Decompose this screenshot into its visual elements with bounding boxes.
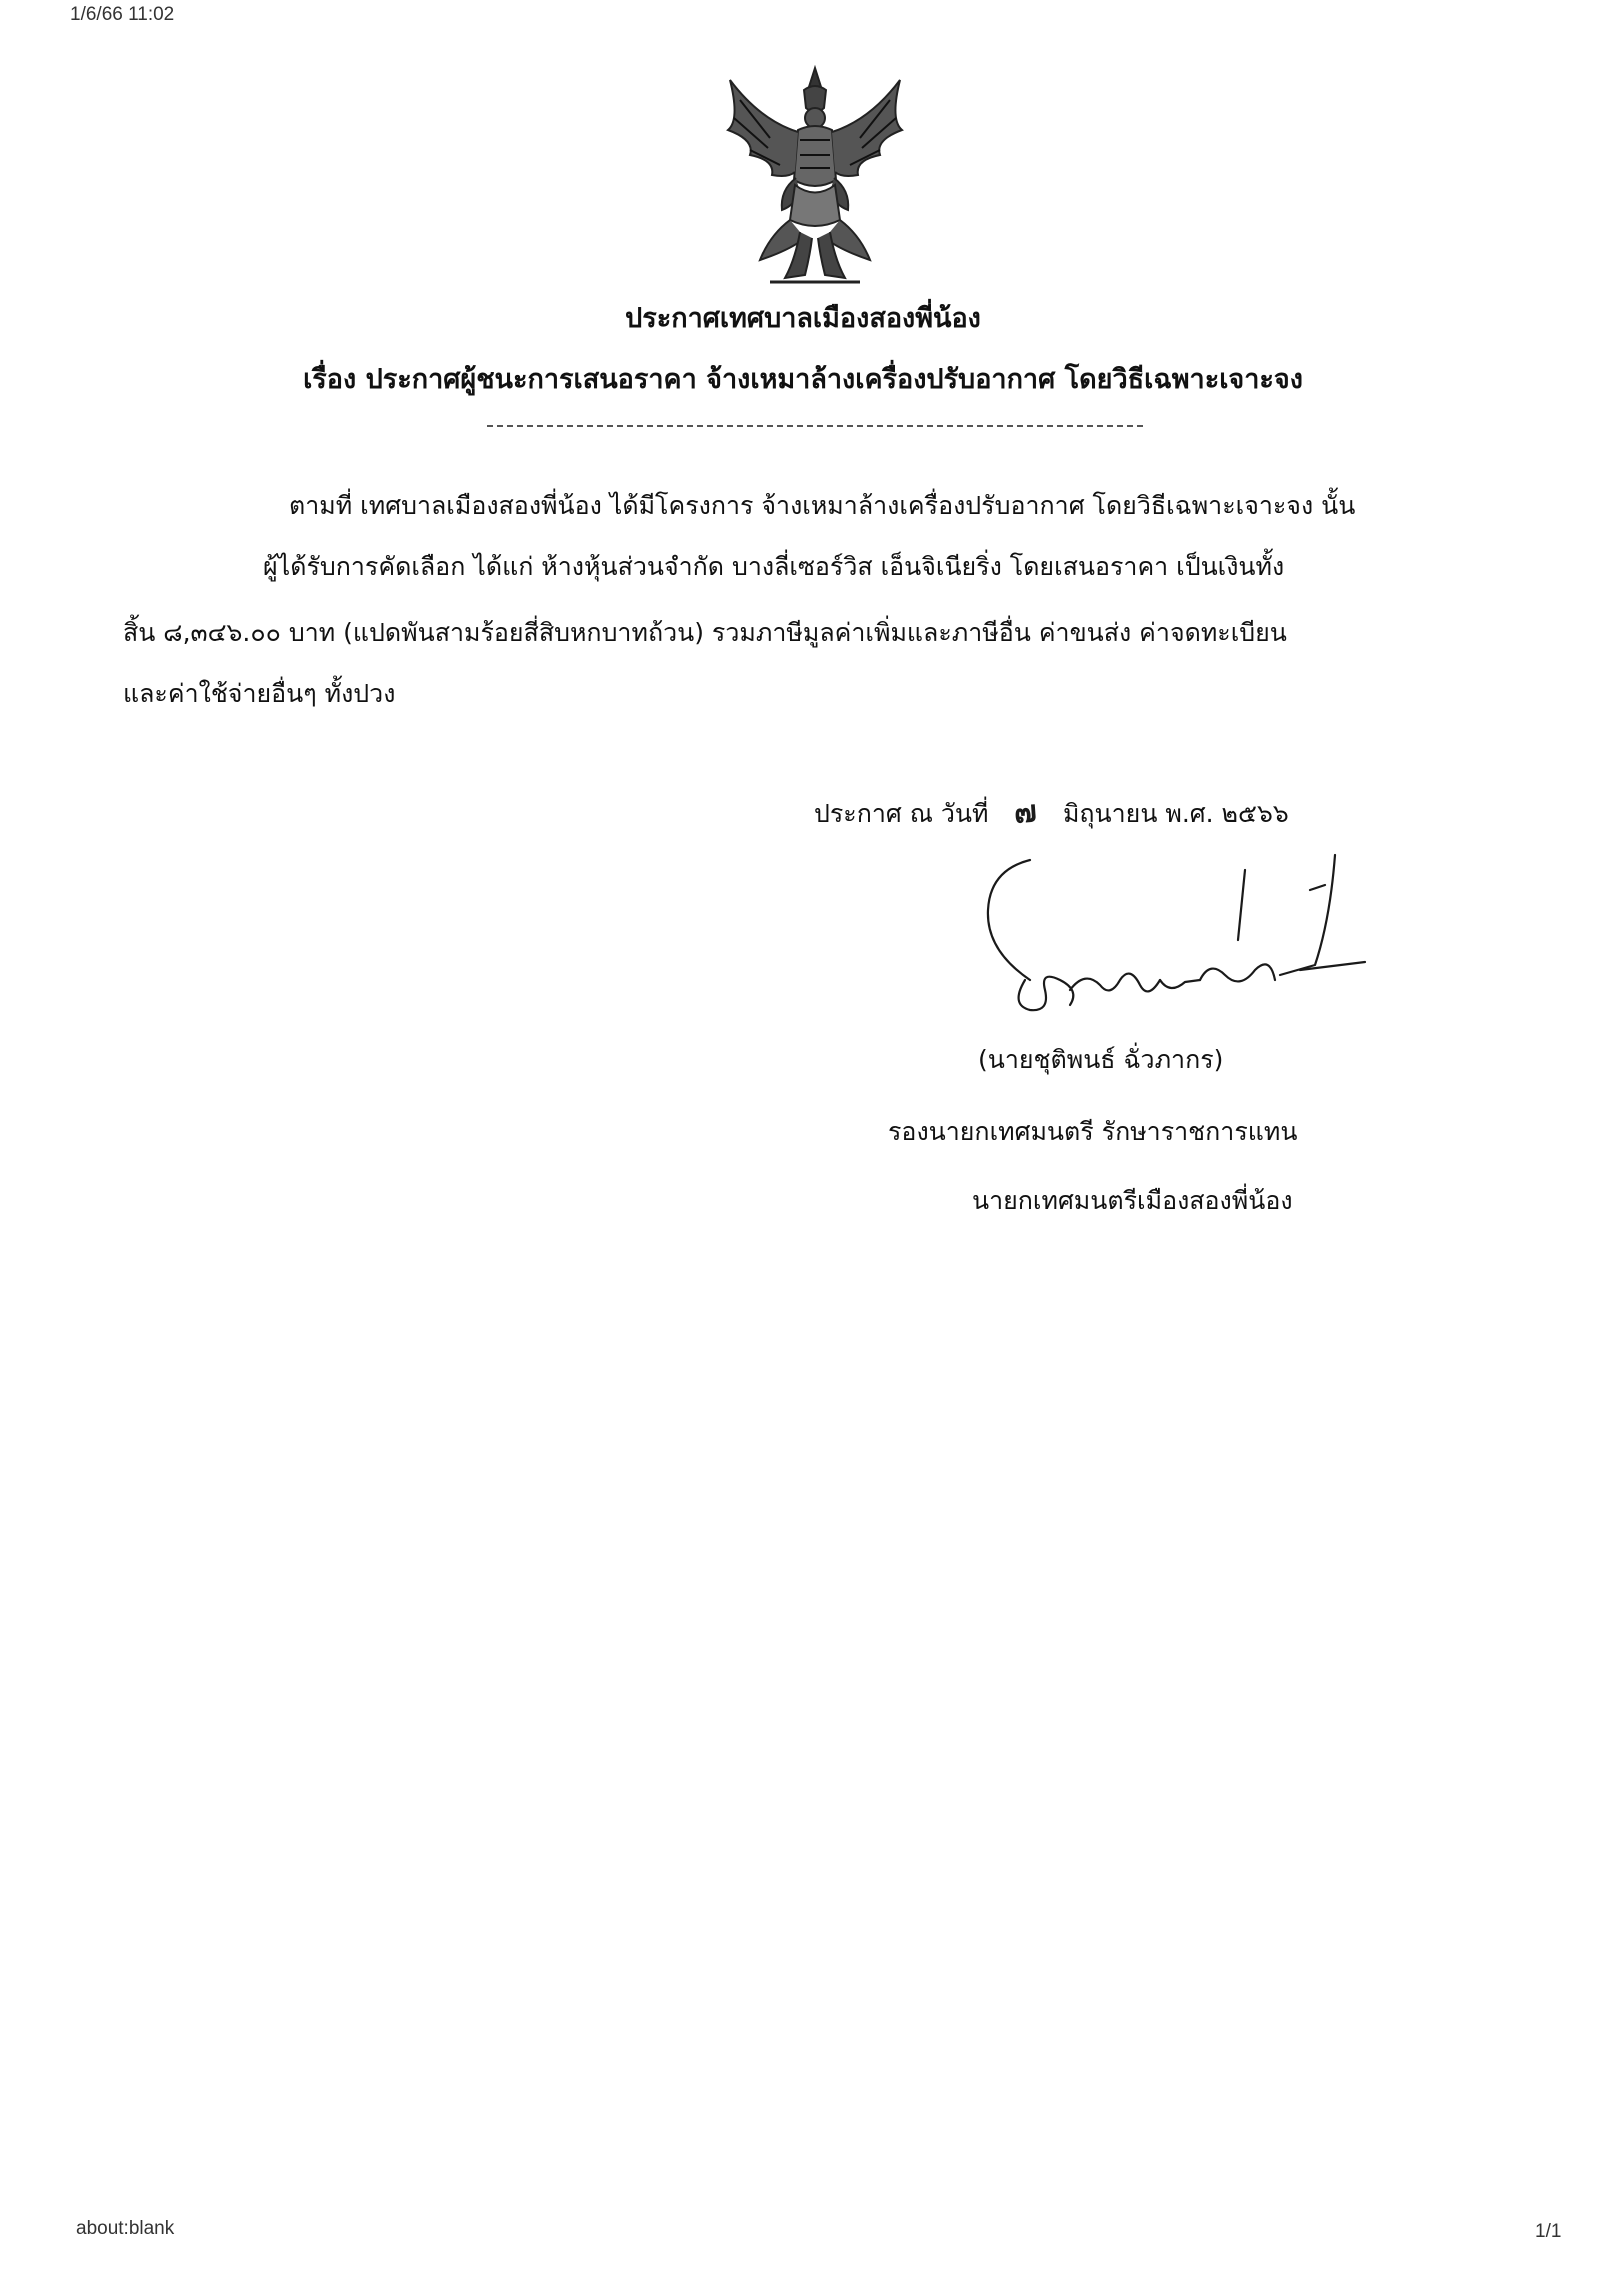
garuda-emblem-icon bbox=[700, 60, 930, 290]
signatory-name: (นายชุติพนธ์ ฉั่วภากร) bbox=[978, 1045, 1224, 1074]
date-day-handwritten: ๗ bbox=[1013, 794, 1039, 831]
body-paragraph-line: และค่าใช้จ่ายอื่นๆ ทั้งปวง bbox=[123, 679, 396, 708]
announcement-heading: ประกาศเทศบาลเมืองสองพี่น้อง bbox=[625, 303, 981, 334]
signatory-position-line2: นายกเทศมนตรีเมืองสองพี่น้อง bbox=[972, 1186, 1293, 1215]
handwritten-signature bbox=[970, 830, 1380, 1030]
announcement-date bbox=[814, 789, 1289, 836]
date-month-year: มิถุนายน พ.ศ. ๒๕๖๖ bbox=[1062, 799, 1289, 828]
date-prefix: ประกาศ ณ วันที่ bbox=[814, 799, 989, 828]
separator-line bbox=[487, 425, 1143, 427]
print-url: about:blank bbox=[76, 2218, 175, 2239]
page-number: 1/1 bbox=[1535, 2221, 1562, 2242]
signatory-position: รองนายกเทศมนตรี รักษาราชการแทน bbox=[888, 1117, 1298, 1146]
body-paragraph-line: ตามที่ เทศบาลเมืองสองพี่น้อง ได้มีโครงการ จ้างเหมาล้างเครื่องปรับอากาศ โดยวิธีเฉพาะเจาะจง นั้น bbox=[289, 491, 1356, 520]
body-paragraph-line: ผู้ได้รับการคัดเลือก ได้แก่ ห้างหุ้นส่วนจำกัด บางลี่เซอร์วิส เอ็นจิเนียริ่ง โดยเสนอราคา เป็นเงินทั้ง bbox=[263, 552, 1285, 581]
print-timestamp: 1/6/66 11:02 bbox=[70, 4, 175, 25]
body-paragraph-line: สิ้น ๘,๓๔๖.๐๐ บาท (แปดพันสามร้อยสี่สิบหกบาทถ้วน) รวมภาษีมูลค่าเพิ่มและภาษีอื่น ค่าขนส่ง ค่าจดทะเบียน bbox=[123, 618, 1287, 647]
announcement-subject: เรื่อง ประกาศผู้ชนะการเสนอราคา จ้างเหมาล้างเครื่องปรับอากาศ โดยวิธีเฉพาะเจาะจง bbox=[303, 364, 1303, 395]
